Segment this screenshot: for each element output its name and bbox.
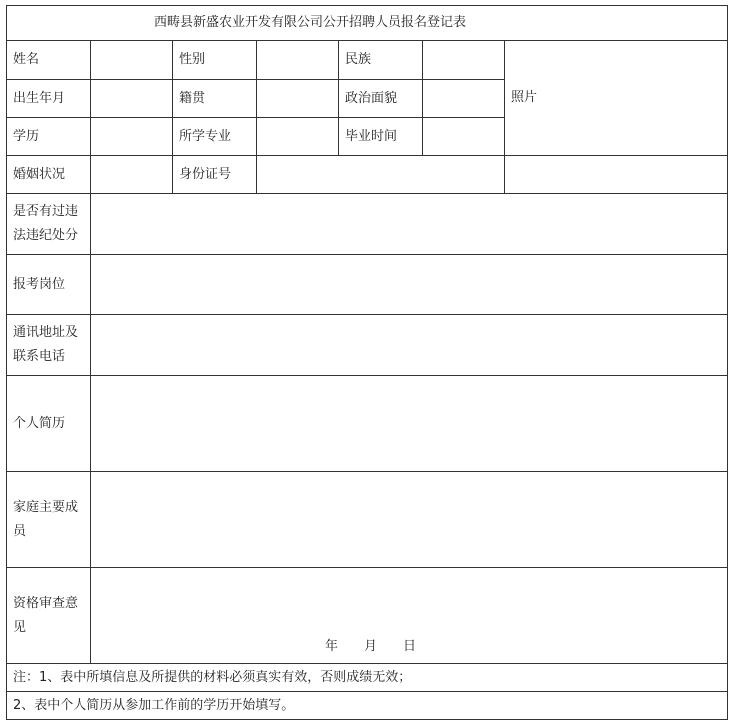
- review-opinion-field[interactable]: [91, 568, 728, 664]
- photo-cell[interactable]: 照片: [505, 41, 728, 156]
- political-status-label: 政治面貌: [339, 80, 423, 118]
- education-field[interactable]: [91, 118, 173, 156]
- name-label: 姓名: [7, 41, 91, 80]
- id-number-field[interactable]: [257, 156, 505, 194]
- family-members-field[interactable]: [91, 472, 728, 568]
- contact-label: 通讯地址及联系电话: [7, 315, 91, 376]
- review-month: 月: [364, 639, 378, 654]
- ethnicity-field[interactable]: [423, 41, 505, 80]
- review-opinion-label: 资格审查意见: [7, 568, 91, 664]
- major-label: 所学专业: [173, 118, 257, 156]
- marital-status-label: 婚姻状况: [7, 156, 91, 194]
- native-place-label: 籍贯: [173, 80, 257, 118]
- graduation-field[interactable]: [423, 118, 505, 156]
- review-date: [97, 635, 727, 659]
- form-title: 西畴县新盛农业开发有限公司公开招聘人员报名登记表: [7, 6, 728, 41]
- review-year: 年: [325, 639, 339, 654]
- id-number-label: 身份证号: [173, 156, 257, 194]
- registration-form: [6, 5, 728, 720]
- native-place-field[interactable]: [257, 80, 339, 118]
- contact-field[interactable]: [91, 315, 728, 376]
- ethnicity-label: 民族: [339, 41, 423, 80]
- gender-field[interactable]: [257, 41, 339, 80]
- name-field[interactable]: [91, 41, 173, 80]
- position-label: 报考岗位: [7, 255, 91, 315]
- resume-field[interactable]: [91, 376, 728, 472]
- marital-status-field[interactable]: [91, 156, 173, 194]
- position-field[interactable]: [91, 255, 728, 315]
- education-label: 学历: [7, 118, 91, 156]
- birth-label: 出生年月: [7, 80, 91, 118]
- violation-field[interactable]: [91, 194, 728, 255]
- birth-field[interactable]: [91, 80, 173, 118]
- resume-label: 个人简历: [7, 376, 91, 472]
- family-members-label: 家庭主要成员: [7, 472, 91, 568]
- note-line-2: 2、表中个人简历从参加工作前的学历开始填写。: [7, 692, 728, 720]
- graduation-label: 毕业时间: [339, 118, 423, 156]
- political-status-field[interactable]: [423, 80, 505, 118]
- gender-label: 性别: [173, 41, 257, 80]
- violation-label: 是否有过违法违纪处分: [7, 194, 91, 255]
- note-line-1: 注：1、表中所填信息及所提供的材料必须真实有效，否则成绩无效；: [7, 664, 728, 692]
- review-day: 日: [403, 639, 417, 654]
- major-field[interactable]: [257, 118, 339, 156]
- id-number-extra-cell: [505, 156, 728, 194]
